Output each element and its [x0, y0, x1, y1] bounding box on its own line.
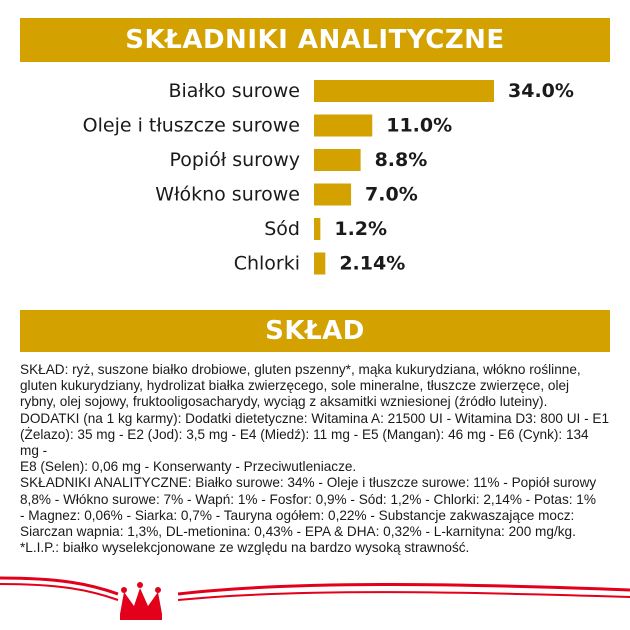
analytical-components-title: SKŁADNIKI ANALITYCZNE [125, 25, 505, 55]
category-label: Białko surowe [168, 80, 300, 102]
bar [314, 149, 361, 171]
category-label: Włókno surowe [155, 183, 300, 206]
composition-line: Siarczan wapnia: 1,3%, DL-metionina: 0,43% - EPA & DHA: 0,32% - L-karnityna: 200 mg/kg. [20, 524, 576, 540]
composition-line: SKŁADNIKI ANALITYCZNE: Białko surowe: 34% - Oleje i tłuszcze surowe: 11% - Popiół surowy [20, 475, 597, 491]
composition-text [20, 362, 610, 556]
bar [314, 115, 372, 137]
composition-line: rybny, olej sojowy, fruktooligosacharydy, wyciąg z aksamitki wzniesionej (źródło luteiny). [20, 394, 548, 410]
bar [314, 184, 351, 206]
composition-line: *L.I.P.: białko wyselekcjonowane ze względu na bardzo wysoką strawność. [20, 540, 470, 556]
composition-line: E8 (Selen): 0,06 mg - Konserwanty - Przeciwutleniacze. [20, 459, 357, 475]
category-label: Sód [264, 218, 300, 240]
footer-bar [0, 570, 630, 630]
composition-title: SKŁAD [265, 316, 365, 346]
nutrient-bar-chart [0, 70, 630, 300]
composition-line: SKŁAD: ryż, suszone białko drobiowe, gluten pszenny*, mąka kukurydziana, włókno roślinne, [20, 362, 581, 377]
footer-red-swoosh-right-thin [178, 592, 630, 600]
category-label: Chlorki [233, 252, 300, 275]
bar [314, 253, 325, 275]
composition-line: DODATKI (na 1 kg karmy): Dodatki dietetyczne: Witamina A: 21500 UI - Witamina D3: 800 UI - E1 [20, 410, 610, 426]
composition-line: - Magnez: 0,06% - Siarka: 0,7% - Tauryna ogółem: 0,22% - Substancje zakwaszające mocz: [20, 507, 575, 523]
value-label: 34.0% [508, 80, 574, 102]
bar [314, 80, 494, 102]
composition-line: (Żelazo): 35 mg - E2 (Jod): 3,5 mg - E4 (Miedź): 11 mg - E5 (Mangan): 46 mg - E6 (Cynk): 134 mg - [20, 426, 589, 459]
composition-line: gluten kukurydziany, hydrolizat białka zwierzęcego, sole mineralne, tłuszcze zwierzęce, olej [20, 378, 570, 394]
footer-red-swoosh-left-thin [0, 584, 118, 600]
value-label: 11.0% [386, 114, 453, 137]
bar [314, 218, 320, 240]
value-label: 1.2% [334, 218, 388, 240]
analytical-components-header [20, 18, 610, 62]
crown-icon [120, 582, 162, 620]
composition-line: 8,8% - Włókno surowe: 7% - Wapń: 1% - Fosfor: 0,9% - Sód: 1,2% - Chlorki: 2,14% - Potas: 1% [20, 491, 596, 507]
value-label: 8.8% [374, 149, 428, 171]
category-label: Oleje i tłuszcze surowe [82, 114, 300, 137]
category-label: Popiół surowy [169, 149, 300, 171]
value-label: 2.14% [339, 252, 406, 275]
value-label: 7.0% [365, 183, 418, 206]
composition-header [20, 310, 610, 352]
